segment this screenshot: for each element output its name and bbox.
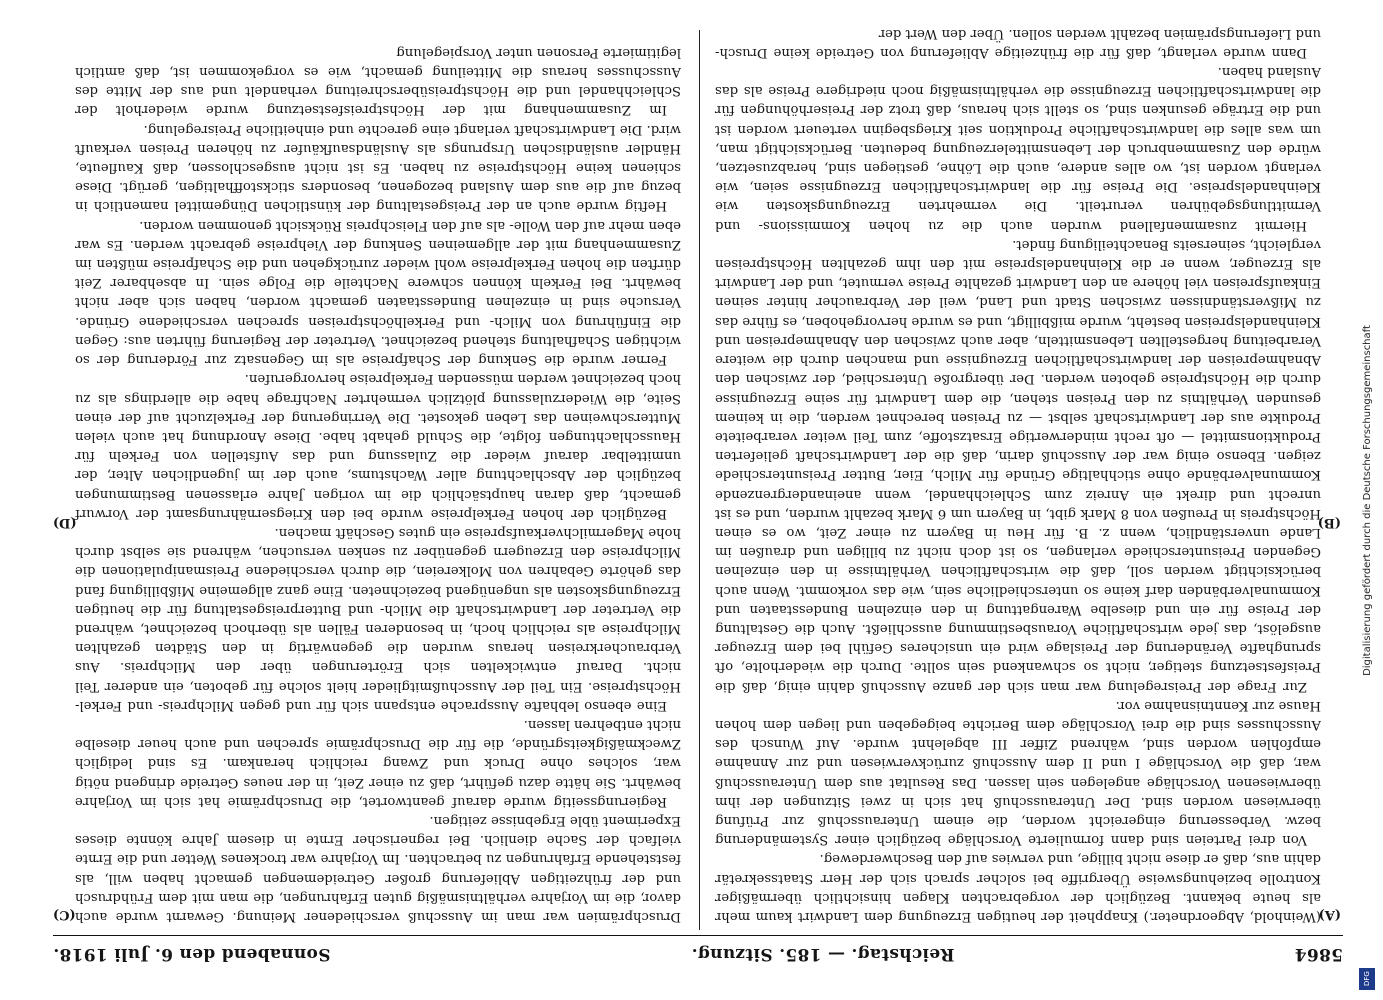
session-title: Reichstag. — 185. Sitzung.	[691, 944, 955, 964]
paragraph: Von drei Parteien sind dann formulierte Vorschläge bezüglich einer Systemänderung bezw. Verbesserung eingereicht worden, die einem Unterausschuß zur Prüfung überwiesen worden sind. Der Unterausschuß hat sich in zwei Sitzungen der ihm überwiesenen Vorschläge angelegen sein lassen. Das Resultat aus dem Unterausschuß war, daß die Vorschläge I und II dem Ausschuß zurückverwiesen und zur Annahme empfohlen worden sind, während Ziffer III abgelehnt wurde. Auf Wunsch des Ausschusses sind die drei Vorschläge dem Berichte beigegeben und liegen dem hohen Hause zur Kenntnisnahme vor.	[715, 697, 1321, 848]
paragraph: (Weinhold, Abgeordneter.) Knappheit der heutigen Erzeugung dem Landwirt kaum mehr als heute bekannt. Bezüglich der vorgebrachten Klagen hinsichtlich übermäßiger Kontrolle beziehungsweise Übergriffe bei solcher sprach sich der Herr Staatssekretär dahin aus, daß er diese nicht billige, und verwies auf den Beschwerdeweg.	[715, 851, 1321, 924]
credit-text: Digitalisierung gefördert durch die Deutsche Forschungsgemeinschaft	[1361, 324, 1373, 676]
left-column	[715, 25, 1321, 926]
paragraph: Zur Frage der Preisregelung war man sich der ganze Ausschuß dahin einig, daß die Preisfestsetzung stetiger, nicht so schwankend sein sollte. Durch die wiederholte, oft sprunghafte Veränderung der Preislage wird ein unsicheres Gefühl bei dem Erzeuger ausgelöst, das jede wirtschaftliche Vorausbestimmung ausschließt. Auch die Gestaltung der Preise für ein und dieselbe Warengattung in den einzelnen Bundesstaaten und Kommunalverbänden darf keine so unterschiedliche sein, wie das vorkommt. Wenn auch berücksichtigt werden soll, daß die wirtschaftlichen Verhältnisse in den einzelnen Gegenden Preisunterschiede verlangen, so ist doch nicht zu billigen und draußen im Lande unverständlich, wenn z. B. für Heu in Bayern zu einer Zeit, wo es einen Höchstpreis in Preußen von 8 Mark gibt, in Bayern um 6 Mark bezahlt wurden, und es ist unrecht und direkt ein Anreiz zum Schleichhandel, wenn aneinandergrenzende Kommunalverbände ohne stichhaltige Gründe für Milch, Eier, Butter Preisunterschiede zeigen. Ebenso einig war der Ausschuß darin, daß die der Landwirtschaft gelieferten Produktionsmittel — oft recht minderwertige Ersatzstoffe, zum Teil weiter verarbeitete Produkte aus der Landwirtschaft selbst — zu Preisen berechnet werden, die in keinem gesunden Verhältnis zu den Preisen stehen, die dem Landwirt für seine Erzeugnisse durch die Höchstpreise geboten werden. Der übergroße Unterschied, der zwischen den Abnahmepreisen der landwirtschaftlichen Erzeugnisse und manchen durch die weitere Verarbeitung hergestellten Lebensmitteln, aber auch zwischen den Abnahmepreisen und Kleinhandelspreisen besteht, wurde mißbilligt, und es wurde hervorgehoben, es führe das zu Mißverständnissen zwischen Stadt und Land, weil der Verbraucher hinter seinen Einkaufspreisen viel höhere an den Landwirt gezahlte Preise vermutet, und der Landwirt als Erzeuger, wenn er die Kleinhandelspreise mit den ihm gezahlten Höchstpreisen vergleicht, seinerseits Benachteiligung findet.	[715, 236, 1321, 694]
paragraph: Eine ebenso lebhafte Aussprache entspann sich für und gegen Milchpreis- und Ferkel-Höchstpreise. Ein Teil der Ausschußmitglieder hielt solche für geboten, ein anderer Teil nicht. Darauf entwickelten sich Erörterungen über den Milchpreis. Aus Verbraucherkreisen heraus wurden die gegenwärtig in den Städten gezahlten Milchpreise als reichlich hoch, in besonderen Fällen als überhoch bezeichnet, während die Vertreter der Landwirtschaft die Milch- und Butterpreisgestaltung für die heutigen Erzeugungskosten als ungenügend bezeichneten. Eine ganz allgemeine Mißbilligung fand das gehörte Gebahren von Molkereien, die durch verschiedene Preismanipulationen die Milchpreise den Erzeugern gegenüber zu senken versuchen, während sie selbst durch hohe Magermilchverkaufspreise ein gutes Geschäft machen.	[75, 524, 681, 713]
digitization-credit	[1359, 10, 1375, 990]
margin-marker-a: (A)	[1318, 907, 1341, 922]
dfg-logo: DFG	[1359, 968, 1375, 990]
paragraph: Bezüglich der hohen Ferkelpreise wurde bei den Kriegsernährungsamt der Vorwurf gemacht, daß daran hauptsächlich die im vorigen Jahre erlassenen Bestimmungen bezüglich der Abschlachtung aller Wachstums, auch der im jugendlichen Alter, der unmittelbar darauf wieder die Zulassung und das Aufstellen von Ferkeln für Hausschlachtungen folgte, die Schuld gehabt habe. Diese Anordnung hat auch vielen Mutterschweinen das Leben gekostet. Die Verringerung der Ferkelzucht auf der einen Seite, die Wiederzulassung plötzlich vermehrter Nachfrage habe die allerdings als zu hoch bezeichnet werden müssenden Ferkelpreise hervorgerufen.	[75, 371, 681, 521]
paragraph: Dann wurde verlangt, daß für die frühzeitige Ablieferung von Getreide keine Drusch- und Lieferungsprämien bezahlt werden sollen. Über den Wert der	[715, 25, 1321, 60]
page-header	[53, 938, 1343, 970]
margin-marker-b: (B)	[1317, 515, 1341, 530]
right-column	[75, 30, 681, 926]
column-divider	[699, 30, 700, 930]
header-rule	[53, 935, 1343, 936]
margin-marker-d: (D)	[53, 515, 77, 530]
paragraph: Heftig wurde auch an der Preisgestaltung der künstlichen Düngemittel namentlich in bezug auf die aus dem Ausland bezogenen, besonders stickstoffhaltigen, gerügt. Diese schienen keine Höchstpreise zu haben. Es ist nicht ausgeschlossen, daß Kaufleute, Händler ausländischen Ursprungs als Ausländsaufkäufer zu höheren Preisen verkauft wird. Die Landwirtschaft verlangt eine gerechte und einheitliche Preisregelung.	[75, 121, 681, 214]
page-number: 5864	[1294, 944, 1343, 964]
paragraph: Im Zusammenhang mit der Höchstpreisfestsetzung wurde wiederholt der Schleichhandel und die Höchstpreisüberschreitung verhandelt und aus der Mitte des Ausschusses heraus die Mitteilung gemacht, wie es vorgekommen ist, daß amtlich legitimierte Personen unter Vorspiegelung	[75, 44, 681, 118]
margin-marker-c: (C)	[53, 907, 76, 922]
paragraph: Druschprämien war man im Ausschuß verschiedener Meinung. Gewarnt wurde auch davor, die im Vorjahre verhältnismäßig guten Erfahrungen, die man mit dem Frühdrusch und der frühzeitigen Ablieferung großer Getreidemengen gemacht haben will, als feststehende Erfahrungen zu betrachten. Im Vorjahre war trockenes Wetter und die Ernte vielfach der Sache dienlich. Bei regnerischer Ernte in diesem Jahre könnte dieses Experiment üble Ergebnisse zeitigen.	[75, 812, 681, 924]
document-sheet	[53, 25, 1343, 970]
paragraph: Ferner wurde die Senkung der Schafpreise als im Gegensatz zur Förderung der so wichtigen Schafhaltung stehend bezeichnet. Vertreter der Regierung führten aus: Gegen die Einführung von Milch- und Ferkelhöchstpreisen sprechen verschiedene Gründe. Versuche sind in einzelnen Bundesstaaten gemacht worden, haben sich aber nicht bewährt. Bei Ferkeln können schwere Nachteile die Folge sein. In absehbarer Zeit dürften die hohen Ferkelpreise wohl wieder zurückgehen und die Schafpreise müßten im Zusammenhang mit der allgemeinen Senkung der Viehpreise gebracht werden. Es war eben mehr auf den Wolle- als auf den Fleischpreis Rücksicht genommen worden.	[75, 217, 681, 368]
paragraph: Hiermit zusammenfallend wurden auch die zu hohen Kommissions- und Vermittlungsgebühren verurteilt. Die vermehrten Erzeugungskosten wie Kleinhandelspreise. Die Preise für die landwirtschaftlichen Erzeugnisse seien, wie verlangt worden ist, wo alles andere, auch die Löhne, gestiegen sind, herabzusetzen, würde den Zusammenbruch der Lebensmittelerzeugung bedeuten. Berücksichtigt man, um was alles die landwirtschaftliche Produktion seit Kriegsbeginn verteuert worden ist und die Erträge gesunken sind, so stellt sich heraus, daß trotz der Preiserhöhungen für die landwirtschaftlichen Erzeugnisse die verhältnismäßig noch niedrigere Preise als das Ausland haben.	[715, 64, 1321, 233]
session-date: Sonnabend den 6. Juli 1918.	[53, 944, 331, 964]
paragraph: Regierungsseitig wurde darauf geantwortet, die Druschprämie hat sich im Vorjahre bewährt. Sie hätte dazu geführt, daß zu einer Zeit, in der neues Getreide dringend nötig war, solches ohne Druck und Zwang reichlich herankam. Es sind lediglich Zweckmäßigkeitsgründe, die für die Druschprämie sprechen und auch heuer dieselbe nicht entbehren lassen.	[75, 716, 681, 809]
